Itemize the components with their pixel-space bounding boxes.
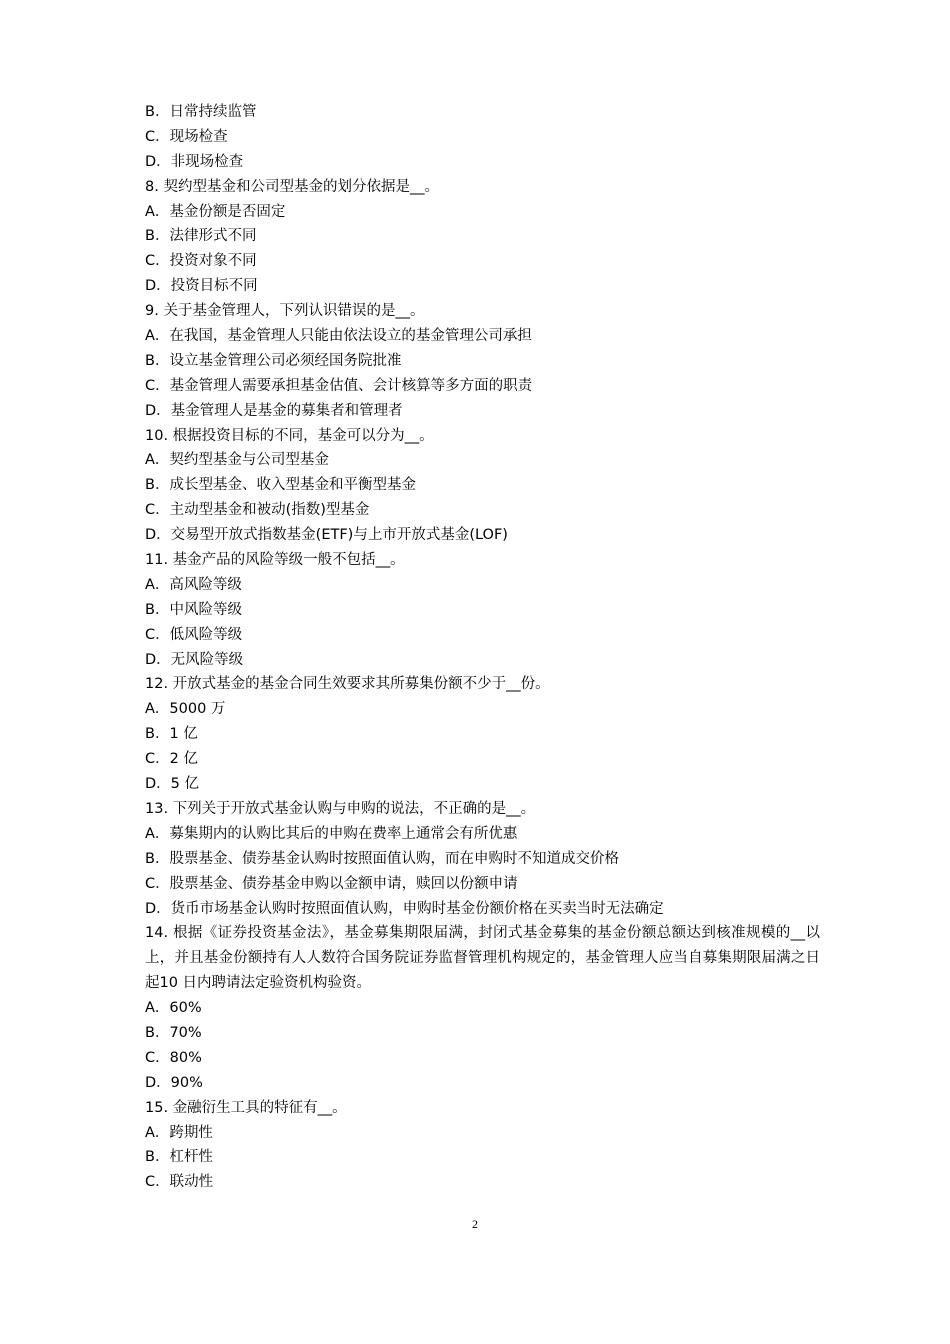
option-line: C．投资对象不同 [145, 253, 257, 270]
option-line: D．交易型开放式指数基金(ETF)与上市开放式基金(LOF) [145, 527, 508, 544]
option-line: A．募集期内的认购比其后的申购在费率上通常会有所优惠 [145, 825, 518, 842]
option-line: A．契约型基金与公司型基金 [145, 452, 329, 469]
option-line: B．日常持续监管 [145, 104, 257, 120]
option-line: D．5 亿 [145, 776, 199, 793]
option-line: A．基金份额是否固定 [145, 203, 286, 220]
option-line: C．80% [145, 1049, 202, 1066]
question-line: 10. 根据投资目标的不同，基金可以分为__。 [145, 427, 434, 444]
option-line: C．现场检查 [145, 128, 228, 145]
option-line: B．1 亿 [145, 726, 198, 743]
option-line: B．70% [145, 1025, 202, 1041]
option-line: D．货币市场基金认购时按照面值认购，申购时基金份额价格在买卖当时无法确定 [145, 900, 664, 917]
question-line: 8. 契约型基金和公司型基金的划分依据是__。 [145, 178, 439, 195]
option-line: D．无风险等级 [145, 651, 244, 668]
question-line: 9. 关于基金管理人，下列认识错误的是__。 [145, 303, 425, 320]
option-line: B．杠杆性 [145, 1149, 213, 1166]
option-line: D．非现场检查 [145, 153, 244, 170]
option-line: C．2 亿 [145, 751, 198, 768]
question-line: 15. 金融衍生工具的特征有__。 [145, 1099, 347, 1116]
option-line: A．在我国，基金管理人只能由依法设立的基金管理公司承担 [145, 328, 532, 345]
option-line: B．法律形式不同 [145, 228, 257, 245]
page-number: 2 [472, 1217, 478, 1231]
question-paragraph: 14. 根据《证券投资基金法》，基金募集期限届满，封闭式基金募集的基金份额总额达到核准规模的__以上，并且基金份额持有人人数符合国务院证券监督管理机构规定的，基金管理人应当自募集期限届满之日起10 日内聘请法定验资机构验资。 [145, 925, 820, 992]
option-line: D．基金管理人是基金的募集者和管理者 [145, 402, 403, 419]
option-line: A．跨期性 [145, 1124, 213, 1141]
question-line: 13. 下列关于开放式基金认购与申购的说法，不正确的是__。 [145, 800, 536, 817]
option-line: A．60% [145, 1000, 202, 1017]
option-line: B．成长型基金、收入型基金和平衡型基金 [145, 477, 416, 494]
question-line: 12. 开放式基金的基金合同生效要求其所募集份额不少于__份。 [145, 676, 550, 693]
option-line: A．高风险等级 [145, 576, 242, 593]
option-line: C．联动性 [145, 1174, 214, 1191]
question-line: 11. 基金产品的风险等级一般不包括__。 [145, 552, 405, 569]
option-line: B．中风险等级 [145, 601, 242, 618]
option-line: C．基金管理人需要承担基金估值、会计核算等多方面的职责 [145, 377, 533, 394]
option-line: C．主动型基金和被动(指数)型基金 [145, 502, 370, 519]
document-body [145, 100, 820, 1195]
option-line: D．90% [145, 1074, 203, 1091]
option-line: C．低风险等级 [145, 626, 243, 643]
option-line: B．设立基金管理公司必须经国务院批准 [145, 352, 402, 369]
option-line: D．投资目标不同 [145, 278, 258, 295]
option-line: A．5000 万 [145, 701, 226, 718]
option-line: C．股票基金、债券基金申购以金额申请，赎回以份额申请 [145, 875, 518, 892]
option-line: B．股票基金、债券基金认购时按照面值认购，而在申购时不知道成交价格 [145, 850, 619, 867]
